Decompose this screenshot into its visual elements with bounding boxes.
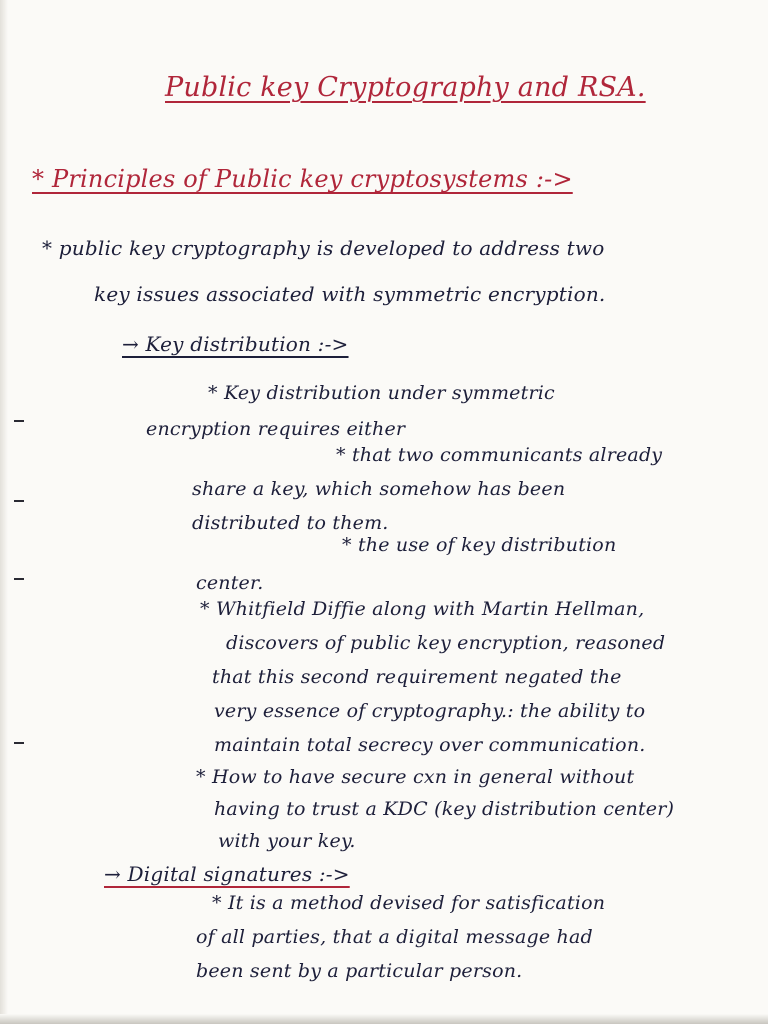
kd-line-2: encryption requires either (146, 418, 406, 440)
diffie-line-2: discovers of public key encryption, reasoned (226, 632, 666, 654)
diffie-line-4: very essence of cryptography.: the ability to (214, 700, 646, 722)
secure-line-2: having to trust a KDC (key distribution center) (214, 798, 675, 820)
page-title: Public key Cryptography and RSA. (165, 72, 646, 103)
kd-line-6: * the use of key distribution (342, 534, 617, 556)
diffie-line-5: maintain total secrecy over communication. (214, 734, 646, 756)
kd-line-3: * that two communicants already (336, 444, 663, 466)
kd-line-4: share a key, which somehow has been (192, 478, 566, 500)
intro-line-2: key issues associated with symmetric encryption. (94, 282, 606, 306)
margin-tick (14, 742, 24, 744)
page-bottom-shadow (0, 1014, 768, 1024)
intro-line-1: * public key cryptography is developed to address two (42, 236, 605, 260)
digital-signatures-heading (104, 862, 350, 886)
diffie-line-1: * Whitfield Diffie along with Martin Hellman, (200, 598, 645, 620)
secure-line-1: * How to have secure cxn in general without (196, 766, 635, 788)
ds-line-2: of all parties, that a digital message had (196, 926, 593, 948)
ds-line-1: * It is a method devised for satisfication (212, 892, 606, 914)
margin-tick (14, 420, 24, 422)
page-edge-shadow (0, 0, 8, 1024)
kd-line-7: center. (196, 572, 264, 594)
section-heading: * Principles of Public key cryptosystems :-> (32, 165, 573, 193)
digital-signatures-label: → Digital signatures :-> (104, 862, 350, 886)
diffie-line-3: that this second requirement negated the (212, 666, 622, 688)
key-distribution-heading: → Key distribution :-> (122, 332, 349, 356)
kd-line-5: distributed to them. (192, 512, 389, 534)
margin-tick (14, 578, 24, 580)
ds-line-3: been sent by a particular person. (196, 960, 523, 982)
secure-line-3: with your key. (218, 830, 356, 852)
kd-line-1: * Key distribution under symmetric (208, 382, 555, 404)
margin-tick (14, 500, 24, 502)
